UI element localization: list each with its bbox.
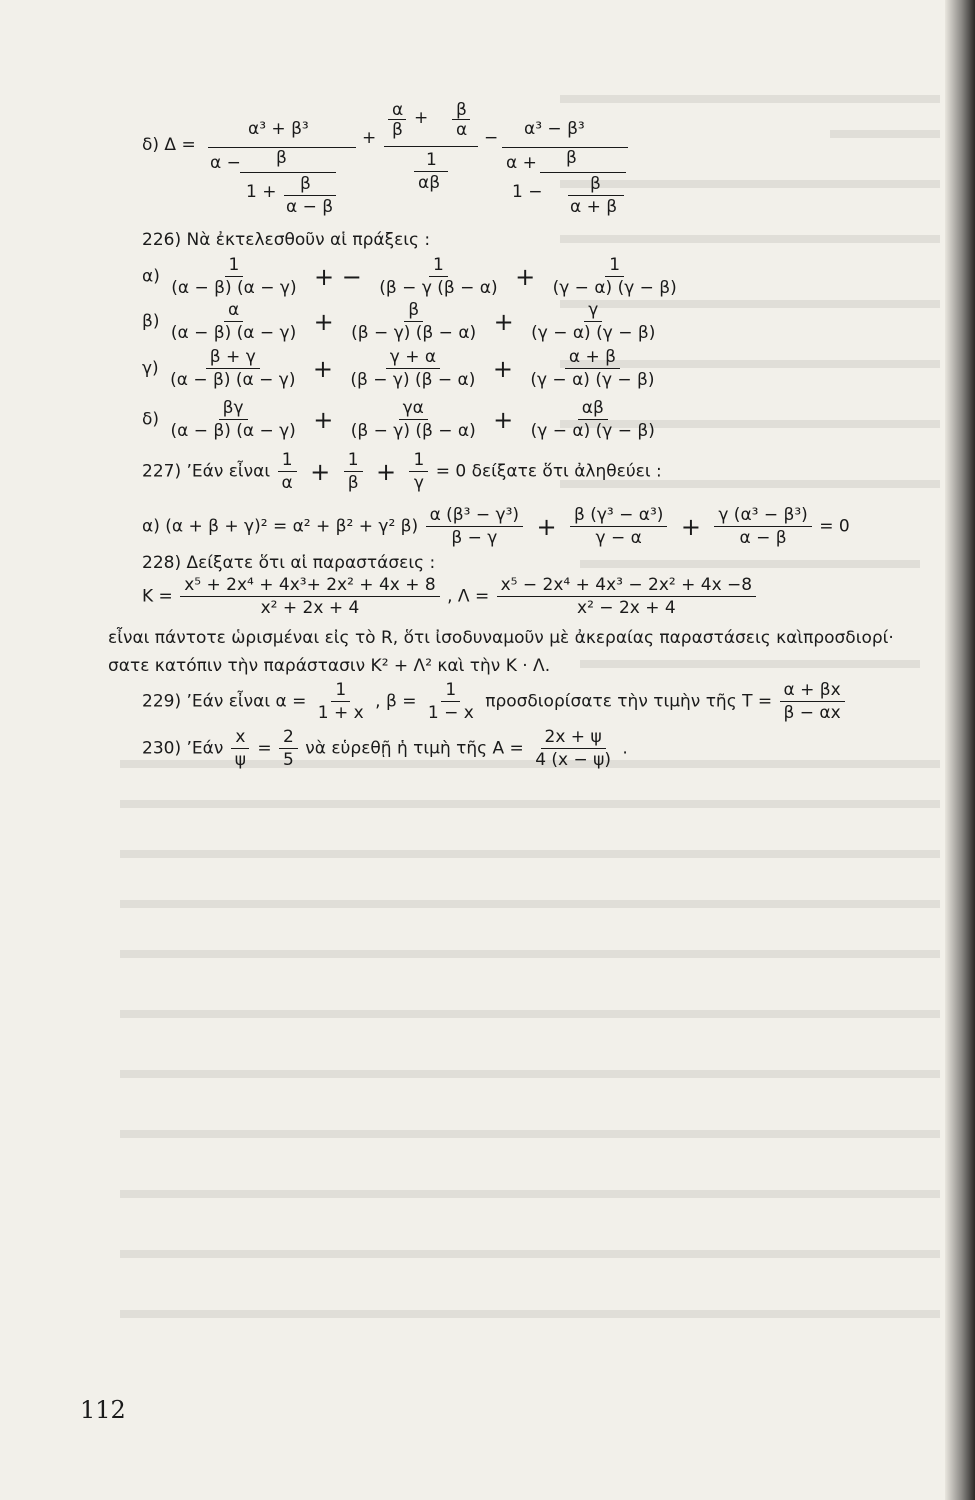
term2-beta: β	[392, 120, 403, 140]
numerator: 1	[409, 450, 428, 472]
denominator: γ − α	[595, 528, 642, 548]
numerator: 1	[429, 255, 448, 277]
denominator: (α − β) (α − γ)	[170, 370, 296, 390]
operator: +	[313, 405, 334, 434]
fraction-3	[549, 255, 681, 298]
numerator: α	[224, 300, 243, 322]
term3-den-beta: β	[566, 148, 577, 168]
fraction-1	[166, 347, 299, 390]
prefix: 229) ’Εάν εἶναι α =	[142, 691, 307, 712]
term3-numerator: α³ − β³	[524, 119, 585, 139]
numerator: γ (α³ − β³)	[714, 505, 811, 527]
denominator: (β − γ) (β − α)	[350, 421, 476, 441]
fraction-1	[166, 398, 299, 441]
plus: +	[680, 512, 701, 541]
denominator: (γ − α) (γ − β)	[531, 323, 656, 343]
prefix: 227) ’Εάν εἶναι	[142, 461, 271, 482]
denominator: α	[281, 473, 293, 493]
numerator: β + γ	[206, 347, 260, 369]
instruction: προσδιορίσατε τὴν τιμὴν τῆς T =	[485, 691, 773, 712]
numerator: γ + α	[386, 347, 440, 369]
period: .	[622, 738, 628, 759]
numerator: β (γ³ − α³)	[570, 505, 667, 527]
operator: +	[515, 262, 536, 291]
term1-den-amb: α − β	[286, 197, 334, 217]
two-fifths	[279, 727, 298, 770]
fraction-3	[714, 505, 811, 548]
term1-den-oneplus: 1 +	[246, 182, 277, 202]
part-b-label: β)	[400, 516, 419, 537]
fraction-1	[426, 505, 523, 548]
numerator: 1	[225, 255, 244, 277]
numerator: x	[231, 727, 249, 749]
numerator: αβ	[578, 398, 608, 420]
denominator: γ	[413, 473, 424, 493]
operator: + −	[314, 262, 362, 291]
term1-den-beta2: β	[300, 174, 311, 194]
denominator: β − γ	[451, 528, 498, 548]
term2-ab: αβ	[418, 173, 441, 193]
term1-den-alpha: α −	[210, 153, 241, 173]
t-fraction	[780, 680, 845, 723]
equals-zero: = 0	[819, 516, 850, 537]
denominator: 1 − x	[427, 703, 474, 723]
denominator: β	[347, 473, 359, 493]
denominator: 4 (x − ψ)	[535, 750, 612, 770]
row-label: γ)	[142, 358, 159, 379]
problem-228-expressions	[142, 575, 758, 618]
row-label: δ)	[142, 409, 160, 430]
x-over-psi	[231, 727, 250, 770]
numerator: 1	[331, 680, 350, 702]
instruction: νὰ εὑρεθῇ ἡ τιμὴ τῆς A =	[305, 738, 524, 759]
fraction-2	[346, 347, 479, 390]
fraction-3	[527, 398, 659, 441]
part-a-expression: (α + β + γ)² = α² + β² + γ²	[165, 516, 396, 537]
term3-den-oneminus: 1 −	[512, 182, 543, 202]
page-binding-shadow	[945, 0, 975, 1500]
term2-beta-top: β	[456, 100, 467, 120]
beta-fraction	[424, 680, 478, 723]
term2-fraction-bar	[384, 146, 478, 147]
lambda-fraction	[497, 575, 757, 618]
term-minus: −	[484, 128, 499, 148]
term2-alpha-bot: α	[456, 120, 468, 140]
numerator: 1	[344, 450, 363, 472]
term2-alpha: α	[392, 100, 404, 120]
denominator: 1 + x	[317, 703, 364, 723]
prefix: 230) ’Εάν	[142, 738, 224, 759]
term1-numerator: α³ + β³	[248, 119, 309, 139]
denominator: x² − 2x + 4	[577, 598, 676, 618]
denominator: x² + 2x + 4	[260, 598, 360, 618]
term3-inner-bar	[540, 172, 626, 173]
k-label: K =	[142, 586, 173, 607]
beta-label: , β =	[375, 691, 417, 712]
fraction-2	[375, 255, 501, 298]
denominator: β − αx	[783, 703, 841, 723]
numerator: α + β	[565, 347, 620, 369]
problem-228-text-line1: εἶναι πάντοτε ὡρισμέναι εἰς τὸ R, ὅτι ἰσοδυναμοῦν μὲ ἀκεραίας παραστάσεις καὶπροσδιορί·	[108, 628, 894, 648]
row-label: α)	[142, 266, 160, 287]
denominator: (γ − α) (γ − β)	[552, 278, 677, 298]
denominator: ψ	[234, 750, 246, 770]
term-plus: +	[362, 128, 377, 148]
plus: +	[310, 457, 331, 486]
problem-226-gamma	[142, 347, 661, 390]
term2-one: 1	[426, 150, 437, 170]
fraction-1	[167, 255, 300, 298]
plus: +	[375, 457, 397, 486]
operator: +	[492, 354, 513, 383]
operator: +	[313, 307, 334, 336]
denominator: (α − β) (α − γ)	[170, 421, 296, 441]
fraction-2	[347, 300, 480, 343]
k-fraction	[180, 575, 440, 618]
numerator: x⁵ − 2x⁴ + 4x³ − 2x² + 4x −8	[497, 575, 757, 597]
numerator: 1	[441, 680, 460, 702]
denominator: (β − γ (β − α)	[379, 278, 498, 298]
term2-inner-bar	[414, 171, 448, 172]
fraction-1-over-beta	[344, 450, 363, 493]
term1-inner-bar	[240, 172, 336, 173]
numerator: 1	[605, 255, 624, 277]
term3-den-apb: α + β	[570, 197, 618, 217]
fraction-1-over-gamma	[409, 450, 428, 493]
operator: +	[312, 354, 333, 383]
numerator: 2	[279, 727, 298, 749]
equals: =	[257, 738, 272, 759]
numerator: β	[404, 300, 423, 322]
part-a-label: α)	[142, 516, 160, 537]
problem-226-alpha	[142, 255, 683, 298]
problem-226-beta	[142, 300, 661, 343]
operator: +	[493, 405, 514, 434]
problem-227-condition	[142, 450, 662, 493]
a-fraction	[531, 727, 615, 770]
delta-label: δ) Δ =	[142, 135, 196, 155]
numerator: γ	[584, 300, 602, 322]
fraction-3	[527, 300, 659, 343]
numerator: βγ	[219, 398, 248, 420]
denominator: α − β	[739, 528, 787, 548]
fraction-1-over-alpha	[278, 450, 297, 493]
operator: +	[493, 307, 514, 336]
numerator: α (β³ − γ³)	[426, 505, 523, 527]
numerator: 1	[278, 450, 297, 472]
problem-226-heading: 226) Νὰ ἐκτελεσθοῦν αἱ πράξεις :	[142, 230, 431, 250]
suffix: = 0 δείξατε ὅτι ἀληθεύει :	[435, 461, 662, 482]
problem-228-text-line2: σατε κατόπιν τὴν παράστασιν K² + Λ² καὶ τὴν K · Λ.	[108, 656, 551, 676]
denominator: (β − γ) (β − α)	[350, 370, 476, 390]
fraction-1	[167, 300, 300, 343]
page-number: 112	[80, 1396, 126, 1424]
denominator: (α − β) (α − γ)	[170, 323, 297, 343]
problem-227-parts	[142, 505, 850, 548]
fraction-2	[347, 398, 480, 441]
term3-fraction-bar	[502, 147, 628, 148]
alpha-fraction	[314, 680, 368, 723]
denominator: (γ − α) (γ − β)	[530, 421, 655, 441]
numerator: x⁵ + 2x⁴ + 4x³+ 2x² + 4x + 8	[180, 575, 440, 597]
term3-innermost-bar	[568, 195, 624, 196]
denominator: (γ − α) (γ − β)	[530, 370, 655, 390]
term1-innermost-bar	[284, 195, 336, 196]
plus: +	[536, 512, 557, 541]
problem-229	[142, 680, 847, 723]
fraction-3	[526, 347, 658, 390]
lambda-label: , Λ =	[447, 586, 490, 607]
term1-den-beta: β	[276, 148, 287, 168]
fraction-2	[570, 505, 667, 548]
term3-den-beta2: β	[590, 174, 601, 194]
problem-226-delta	[142, 398, 661, 441]
problem-228-heading: 228) Δείξατε ὅτι αἱ παραστάσεις :	[142, 553, 436, 573]
numerator: 2x + ψ	[541, 727, 606, 749]
numerator: α + βx	[780, 680, 845, 702]
row-label: β)	[142, 311, 160, 332]
denominator: (β − γ) (β − α)	[351, 323, 477, 343]
term3-den-alpha: α +	[506, 153, 537, 173]
numerator: γα	[399, 398, 428, 420]
denominator: (α − β) (α − γ)	[171, 278, 297, 298]
problem-230	[142, 727, 628, 770]
denominator: 5	[283, 750, 294, 770]
term2-inner-plus: +	[414, 108, 429, 128]
